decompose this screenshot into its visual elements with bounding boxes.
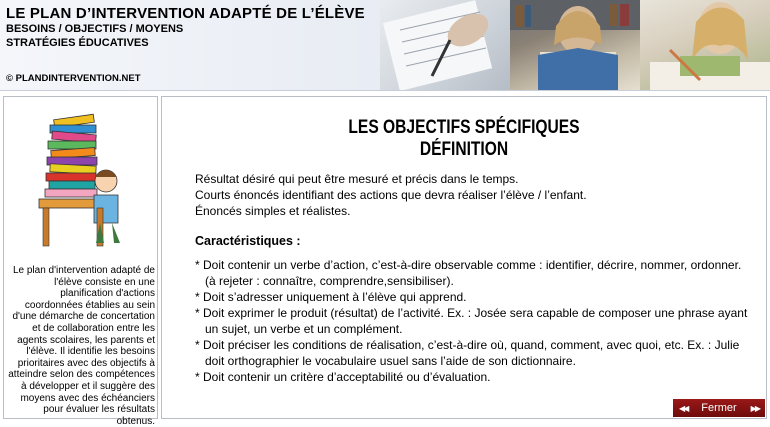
characteristics-heading: Caractéristiques : xyxy=(195,234,301,248)
site-copyright: © PLANDINTERVENTION.NET xyxy=(6,73,141,84)
definition-line: Courts énoncés identifiant des actions que devra réaliser l’élève / l’enfant. xyxy=(195,188,587,202)
photo-girl-reading xyxy=(510,0,640,90)
characteristic-item: * Doit contenir un critère d’acceptabilité ou d’évaluation. xyxy=(195,369,755,385)
photo-child-writing xyxy=(640,0,770,90)
site-title: LE PLAN D’INTERVENTION ADAPTÉ DE L’ÉLÈVE xyxy=(6,5,365,22)
close-button[interactable] xyxy=(673,399,765,417)
header-photo-strip xyxy=(380,0,770,90)
sidebar-description: Le plan d'intervention adapté de l'élève consiste en une planification d'actions coordonnées établies au sein d'une démarche de concertation et de collaboration entre les agents scolaires, les parents et l'élève. Il identifie les besoins prioritaires avec des objectifs à atteindre selon des compétences à développer et il suggère des moyens avec des échéanciers pour évaluer les résultats obtenus. xyxy=(8,265,155,427)
characteristic-item: * Doit s’adresser uniquement à l’élève qui apprend. xyxy=(195,289,755,305)
definition-line: Résultat désiré qui peut être mesuré et précis dans le temps. xyxy=(195,172,519,186)
header-banner xyxy=(0,0,770,91)
page-title: LES OBJECTIFS SPÉCIFIQUES xyxy=(348,117,580,138)
characteristic-item: * Doit exprimer le produit (résultat) de l’activité. Ex. : Josée sera capable de composer une phrase ayant un sujet, un verbe et un complément. xyxy=(195,305,755,337)
site-subtitle-2: STRATÉGIES ÉDUCATIVES xyxy=(6,37,149,49)
sidebar-panel xyxy=(3,96,158,427)
rewind-arrows-icon: ◀◀ xyxy=(679,403,688,413)
characteristics-list xyxy=(195,257,755,385)
forward-arrows-icon: ▶▶ xyxy=(750,403,759,413)
photo-writing-hand xyxy=(380,0,510,90)
characteristic-item: * Doit contenir un verbe d’action, c’est-à-dire observable comme : identifier, décrire, nommer, ordonner. (à rejeter : connaître, comprendre,sensibiliser). xyxy=(195,257,755,289)
characteristic-item: * Doit préciser les conditions de réalisation, c’est-à-dire où, quand, comment, avec quoi, etc. Ex. : Julie doit orthographier le vocabulaire usuel sans l’aide de son dictionnaire. xyxy=(195,337,755,369)
close-button-label: Fermer xyxy=(701,402,737,414)
definition-block xyxy=(195,171,587,219)
content-panel xyxy=(161,96,767,419)
student-books-illustration xyxy=(34,111,124,251)
page-subtitle: DÉFINITION xyxy=(419,139,509,160)
site-subtitle-1: BESOINS / OBJECTIFS / MOYENS xyxy=(6,23,184,35)
definition-line: Énoncés simples et réalistes. xyxy=(195,204,351,218)
